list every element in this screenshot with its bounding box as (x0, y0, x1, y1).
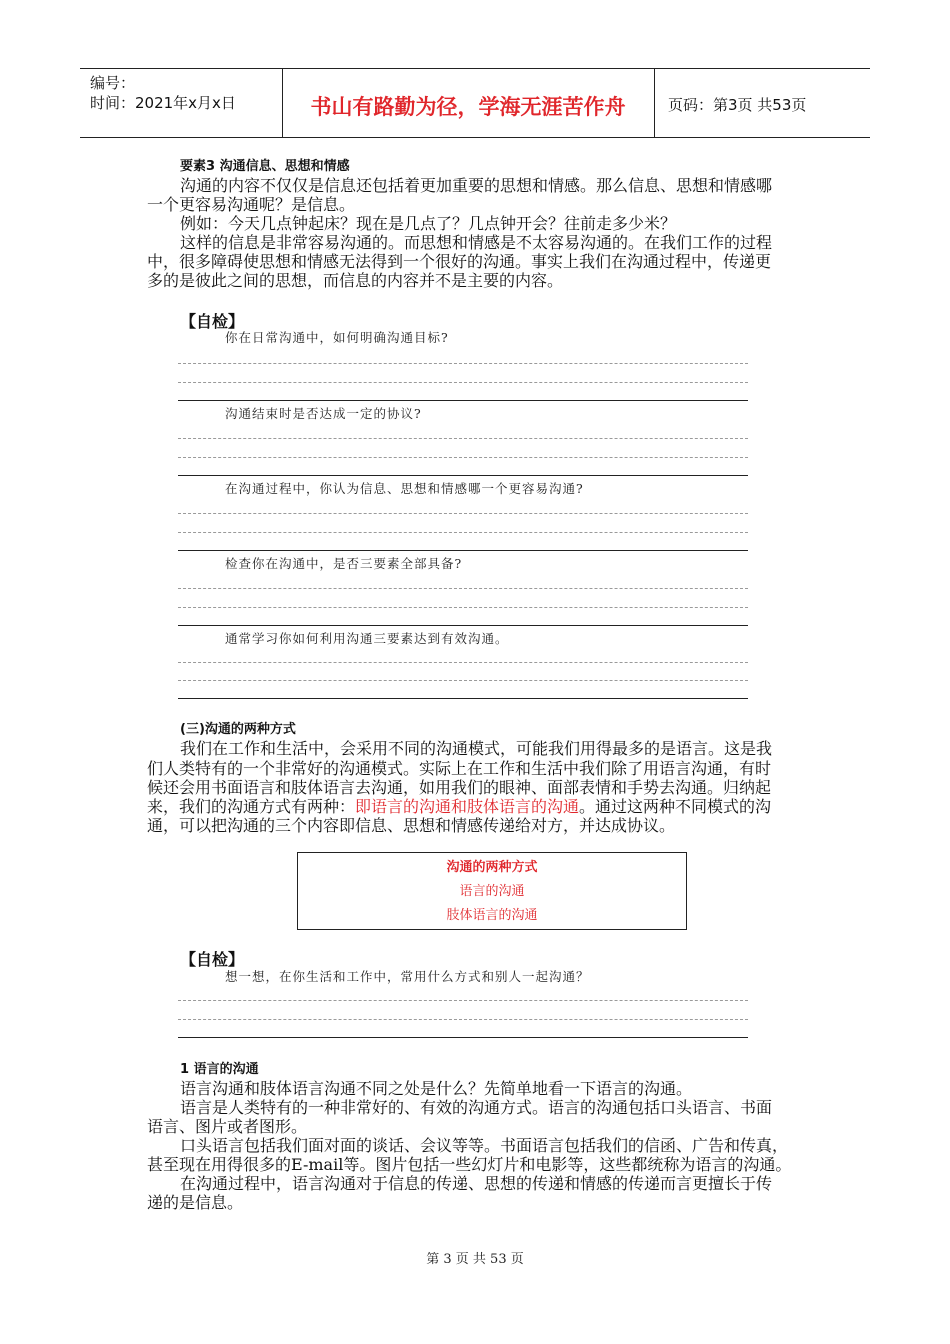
answer-line[interactable] (178, 680, 748, 681)
paragraph-line: 多的是彼此之间的思想，而信息的内容并不是主要的内容。 (147, 271, 564, 290)
text-span: 。通过这两种不同模式的沟 (579, 797, 772, 816)
answer-line[interactable] (178, 438, 748, 439)
answer-line[interactable] (178, 475, 748, 476)
page-footer: 第 3 页 共 53 页 (426, 1252, 524, 1267)
self-check-question: 沟通结束时是否达成一定的协议? (225, 406, 422, 421)
self-check-question: 在沟通过程中，你认为信息、思想和情感哪一个更容易沟通? (225, 481, 584, 496)
text-span: 来，我们的沟通方式有两种： (147, 797, 356, 816)
paragraph-line: 候还会用书面语言和肢体语言去沟通，如用我们的眼神、面部表情和手势去沟通。归纳起 (147, 778, 772, 797)
answer-line[interactable] (178, 382, 748, 383)
summary-box-item: 肢体语言的沟通 (446, 908, 538, 923)
page-header (80, 68, 870, 138)
self-check-question: 检查你在沟通中，是否三要素全部具备? (225, 556, 463, 571)
paragraph-line: 们人类特有的一个非常好的沟通模式。实际上在工作和生活中我们除了用语言沟通，有时 (147, 759, 772, 778)
time-label: 时间：2021年x月x日 (90, 94, 236, 112)
subsection-heading: 1 语言的沟通 (180, 1062, 259, 1077)
paragraph-line: 语言沟通和肢体语言沟通不同之处是什么？先简单地看一下语言的沟通。 (180, 1079, 693, 1098)
answer-line[interactable] (178, 625, 748, 626)
answer-line[interactable] (178, 532, 748, 533)
answer-line[interactable] (178, 363, 748, 364)
answer-line[interactable] (178, 1019, 748, 1020)
header-meta (90, 73, 236, 113)
header-divider (654, 69, 655, 137)
paragraph-line: 这样的信息是非常容易沟通的。而思想和情感是不太容易沟通的。在我们工作的过程 (180, 233, 773, 252)
summary-box-title: 沟通的两种方式 (446, 860, 538, 875)
paragraph-line: 通，可以把沟通的三个内容即信息、思想和情感传递给对方，并达成协议。 (147, 816, 676, 835)
summary-box (297, 852, 687, 930)
paragraph-line: 语言、图片或者图形。 (147, 1117, 308, 1136)
number-label: 编号： (90, 74, 136, 92)
answer-line[interactable] (178, 1037, 748, 1038)
paragraph-line: 语言是人类特有的一种非常好的、有效的沟通方式。语言的沟通包括口头语言、书面 (180, 1098, 773, 1117)
header-motto: 书山有路勤为径，学海无涯苦作舟 (310, 95, 626, 119)
paragraph-line: 在沟通过程中，语言沟通对于信息的传递、思想的传递和情感的传递而言更擅长于传 (180, 1174, 773, 1193)
answer-line[interactable] (178, 588, 748, 589)
self-check-question: 你在日常沟通中，如何明确沟通目标? (225, 330, 449, 345)
paragraph-line: 一个更容易沟通呢？是信息。 (147, 195, 356, 214)
answer-line[interactable] (178, 698, 748, 699)
paragraph-line: 我们在工作和生活中，会采用不同的沟通模式，可能我们用得最多的是语言。这是我 (180, 739, 773, 758)
summary-box-item: 语言的沟通 (459, 884, 525, 899)
self-check-question: 想一想，在你生活和工作中，常用什么方式和别人一起沟通？ (225, 969, 590, 984)
answer-line[interactable] (178, 1000, 748, 1001)
section-heading: (三)沟通的两种方式 (180, 722, 296, 737)
answer-line[interactable] (178, 400, 748, 401)
paragraph-line: 甚至现在用得很多的E-mail等。图片包括一些幻灯片和电影等，这些都统称为语言的沟通。 (147, 1155, 792, 1174)
element3-heading: 要素3 沟通信息、思想和情感 (180, 159, 350, 174)
page-number-label: 页码：第3页 共53页 (668, 96, 807, 114)
answer-line[interactable] (178, 662, 748, 663)
paragraph-line: 例如：今天几点钟起床？现在是几点了？几点钟开会？往前走多少米？ (180, 214, 677, 233)
paragraph-line (147, 797, 771, 817)
answer-line[interactable] (178, 457, 748, 458)
paragraph-line: 递的是信息。 (147, 1193, 244, 1212)
answer-line[interactable] (178, 550, 748, 551)
self-check-label: 【自检】 (180, 950, 245, 969)
highlight-text: 即语言的沟通和肢体语言的沟通 (355, 797, 580, 816)
paragraph-line: 口头语言包括我们面对面的谈话、会议等等。书面语言包括我们的信函、广告和传真， (180, 1136, 789, 1155)
answer-line[interactable] (178, 513, 748, 514)
self-check-label: 【自检】 (180, 312, 245, 331)
paragraph-line: 沟通的内容不仅仅是信息还包括着更加重要的思想和情感。那么信息、思想和情感哪 (180, 176, 773, 195)
self-check-question: 通常学习你如何利用沟通三要素达到有效沟通。 (225, 631, 509, 646)
paragraph-line: 中，很多障碍使思想和情感无法得到一个很好的沟通。事实上我们在沟通过程中，传递更 (147, 252, 772, 271)
answer-line[interactable] (178, 607, 748, 608)
